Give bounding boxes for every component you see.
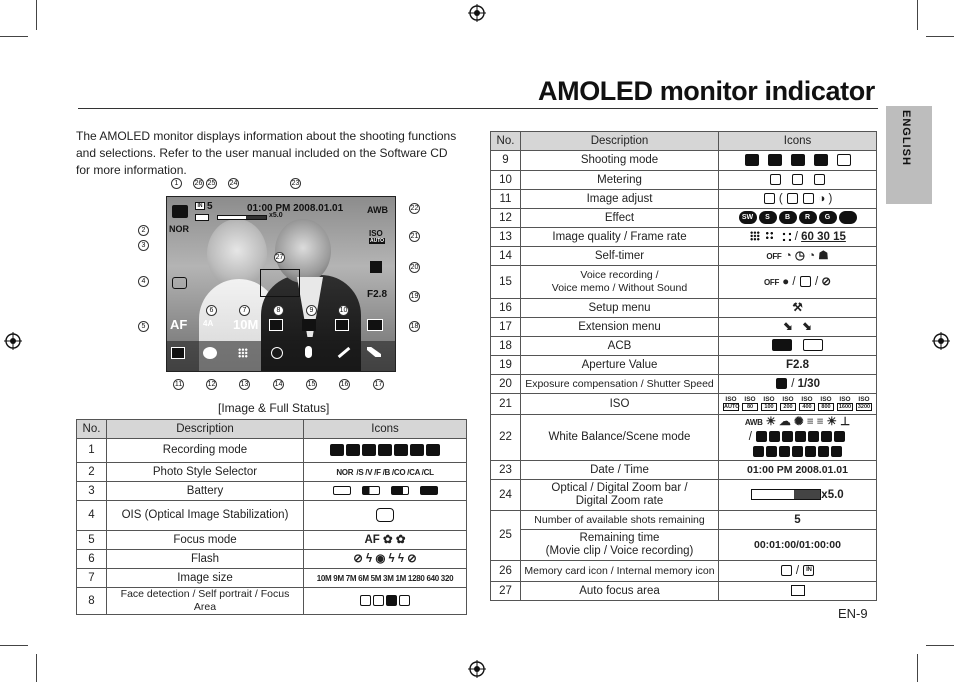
iso-auto-icon: ISO AUTO [724,395,740,410]
row-no: 18 [491,337,521,356]
row-description: White Balance/Scene mode [521,415,719,461]
callout-7: 7 [239,305,250,316]
spot-metering-icon [792,174,803,185]
row-description-line1: Optical / Digital Zoom bar / [551,482,688,494]
row-description: Setup menu [521,299,719,318]
callout-6: 6 [206,305,217,316]
metering-icon [335,319,349,331]
row-description: ISO [521,394,719,415]
row-no: 23 [491,461,521,480]
callout-23: 23 [291,180,300,187]
self-timer-icons [719,247,877,266]
figure-caption: [Image & Full Status] [218,401,330,415]
aperture-value: F2.8 [367,289,388,300]
row-description-line1: Voice recording / [580,269,659,281]
continuous-icon [768,154,782,166]
auto-mode-icon [330,444,344,456]
extension-menu-icon: ⬊ ⬊ [783,320,812,333]
table-row [491,415,877,461]
scene-icon [782,431,793,442]
header-icons: Icons [719,132,877,151]
scene-icon [795,431,806,442]
normal-style-label: NOR [336,467,354,477]
crop-mark [36,0,37,30]
language-tab-label: ENGLISH [900,110,912,166]
callout-10: 10 [339,307,348,314]
voice-icon [305,346,312,358]
iso-3200-icon: ISO 3200 [857,395,871,410]
row-no: 27 [491,582,521,601]
macro-icon: ✿ ✿ [383,533,406,546]
table-row [491,582,877,601]
header-no: No. [491,132,521,151]
af-label: AF [364,533,380,546]
effect-r-icon: R [799,211,817,224]
af-area-icons [719,582,877,601]
ois-icon [376,508,394,522]
acb-icon [367,319,383,331]
scene-icon [821,431,832,442]
table-row [77,501,467,531]
row-description: Battery [107,482,304,501]
battery-high-icon [391,486,409,495]
scene-icon [766,446,777,457]
face-detection-icons [304,588,467,615]
timer-off-label: OFF [766,251,782,261]
callout-13: 13 [240,381,249,388]
setup-menu-icons [719,299,877,318]
acb-icons [719,337,877,356]
table-row [491,209,877,228]
aperture-icons: F2.8 [719,356,877,375]
row-no: 26 [491,561,521,582]
table-row [77,550,467,569]
row-no: 22 [491,415,521,461]
shooting-mode-icon [302,319,316,331]
zoom-rate: x5.0 [821,488,844,501]
header-description: Description [521,132,719,151]
callout-2: 2 [138,225,149,236]
row-description [521,480,719,511]
awb-label: AWB [744,418,763,427]
callout-27: 27 [275,254,284,261]
registration-mark-icon [4,332,22,350]
image-size: 10M [233,317,259,332]
single-shot-icon [745,154,759,166]
row-description: Number of available shots remaining [521,511,719,530]
scene-icon [769,431,780,442]
crop-mark [926,645,954,646]
row-description: Flash [107,550,304,569]
zoom-bar [217,215,267,220]
voice-icons: OFF ● / / ⊘ [719,266,877,299]
shooting-mode-icons [719,151,877,171]
registration-mark-icon [932,332,950,350]
row-no: 1 [77,439,107,463]
acb-off-icon [803,339,823,351]
iso-value: AUTO [370,238,385,244]
table-row [491,480,877,511]
table-row [491,461,877,480]
callout-21: 21 [410,233,419,240]
callout-22: 22 [410,205,419,212]
iso-icons [719,394,877,415]
center-af-icon [386,595,397,606]
table-row [77,439,467,463]
face-detection-icon [269,319,283,331]
title-rule [78,108,878,109]
af-area-icon [791,585,805,596]
extension-menu-icons [719,318,877,337]
row-no: 16 [491,299,521,318]
contrast-icon [787,193,798,204]
row-description [521,266,719,299]
iso-800-icon: ISO 800 [818,397,834,411]
image-size-values: 10M 9M 7M 6M 5M 3M 1M 1280 640 320 [316,573,454,583]
remaining-time: 00:01:00/01:00:00 [719,530,877,561]
row-no: 19 [491,356,521,375]
effect-s-icon: S [759,211,777,224]
high-speed-icon [791,154,805,166]
focus-mode: AF [170,317,188,332]
row-no: 25 [491,511,521,561]
flash-mode: 4A [203,319,214,328]
row-description: ACB [521,337,719,356]
page-number: EN-9 [838,606,868,621]
scene-mode-icon [410,444,424,456]
superfine-icon [750,231,760,241]
row-no: 24 [491,480,521,511]
page-title: AMOLED monitor indicator [538,76,875,106]
effect-icons [719,209,877,228]
table-row [77,482,467,501]
header-description: Description [107,420,304,439]
datetime-icons: 01:00 PM 2008.01.01 [719,461,877,480]
table-row [77,463,467,482]
left-indicator-table [76,419,467,615]
iso-400-icon: ISO 400 [799,397,815,411]
callout-9: 9 [306,305,317,316]
row-no: 5 [77,531,107,550]
header-icons: Icons [304,420,467,439]
callout-17: 17 [374,381,383,388]
flash-mode-icons: ⊘ ϟ ◉ ϟ ϟ ⊘ [353,552,417,565]
scene-icon [818,446,829,457]
row-no: 20 [491,375,521,394]
row-description: Photo Style Selector [107,463,304,482]
scene-icon [834,431,845,442]
scene-icon [808,431,819,442]
row-description: Aperture Value [521,356,719,375]
iso-100-icon: ISO 100 [761,397,777,411]
normal-icon [781,231,791,241]
zoom-icons [719,480,877,511]
ois-icon [172,277,187,289]
registration-mark-icon [468,660,486,678]
callout-18: 18 [410,323,419,330]
row-no: 17 [491,318,521,337]
table-row [491,561,877,582]
wb-preset-icons: ☀ ☁ ✺ ≡ ≡ ☀ ⊥ [765,416,851,428]
exposure-icon [370,261,382,273]
iso-1600-icon: ISO 1600 [838,395,852,410]
photo-style-icons [304,463,467,482]
style-icons: /S /V /F /B /CO /CA /CL [356,467,434,477]
self-portrait-icon [373,595,384,606]
callout-12: 12 [207,381,216,388]
center-weighted-icon [814,174,825,185]
effect-g-icon: G [819,211,837,224]
row-no: 14 [491,247,521,266]
crop-mark [36,654,37,682]
table-row [491,228,877,247]
row-description: Memory card icon / Internal memory icon [521,561,719,582]
scene-icon [831,446,842,457]
table-row [491,356,877,375]
shots-remaining: 5 [207,201,213,212]
row-description: Image adjust [521,190,719,209]
row-description: Date / Time [521,461,719,480]
metering-icons [719,171,877,190]
manual-mode-icon [362,444,376,456]
flash-icons [304,550,467,569]
row-description: Focus mode [107,531,304,550]
callout-14: 14 [274,381,283,388]
row-no: 11 [491,190,521,209]
row-description: OIS (Optical Image Stabilization) [107,501,304,531]
multi-metering-icon [770,174,781,185]
row-description: Metering [521,171,719,190]
callout-11: 11 [174,381,183,388]
table-row [491,375,877,394]
scene-icon [792,446,803,457]
battery-low-icon [333,486,351,495]
row-no: 9 [491,151,521,171]
row-description-line1: Remaining time [579,532,660,544]
dual-is-icon [378,444,392,456]
scene-icon [779,446,790,457]
table-row [491,337,877,356]
timer-icons: ◔ ◷ ◔ ☗ [784,249,829,262]
auto-focus-frame [260,269,300,297]
row-description: Extension menu [521,318,719,337]
camera-mode-icon [172,205,188,218]
callout-15: 15 [307,381,316,388]
white-balance-icons: AWB ☀ ☁ ✺ ≡ ≡ ☀ ⊥ / [719,415,877,461]
table-row [491,299,877,318]
voice-off-label: OFF [763,277,780,287]
memory-icon: IN [195,202,205,210]
multi-af-icon [399,595,410,606]
saturation-icon: ◑ [818,192,826,205]
row-no: 21 [491,394,521,415]
table-header [77,420,467,439]
battery-icons [304,482,467,501]
datetime: 01:00 PM 2008.01.01 [247,203,344,214]
callout-19: 19 [410,293,419,300]
without-sound-icon: ⊘ [821,275,832,288]
exposure-icons: / 1/30 [719,375,877,394]
effect-sw-icon: SW [739,211,757,224]
row-description: Self-timer [521,247,719,266]
callout-5: 5 [138,321,149,332]
table-row [77,569,467,588]
row-description: Effect [521,209,719,228]
row-description-line2: Digital Zoom rate [575,495,664,507]
exposure-icon [776,378,787,389]
shutter-speed: 1/30 [797,377,820,390]
voice-memo-icon [800,276,811,287]
self-timer-icon [271,347,283,359]
table-row [491,394,877,415]
row-no: 6 [77,550,107,569]
registration-mark-icon [468,4,486,22]
effect-custom-icon [839,211,857,224]
table-row [77,588,467,615]
iso-200-icon: ISO 200 [780,397,796,411]
battery-mid-icon [362,486,380,495]
crop-mark [0,36,28,37]
iso-label: ISO [369,229,383,238]
memory-icons: / IN [719,561,877,582]
table-row [491,318,877,337]
internal-memory-icon: IN [803,565,814,576]
row-description: Image quality / Frame rate [521,228,719,247]
callout-4: 4 [138,276,149,287]
table-row [77,531,467,550]
crop-mark [917,654,918,682]
photo-style: NOR [169,224,189,234]
row-description: Face detection / Self portrait / Focus Area [107,588,304,615]
memory-card-icon [781,565,792,576]
night-mode-icon [394,444,408,456]
row-no: 12 [491,209,521,228]
table-row [491,511,877,530]
crop-mark [0,645,28,646]
crop-mark [926,36,954,37]
image-adjust-icons: ( ◑ ) [719,190,877,209]
wrench-icon: ⚒ [792,301,803,314]
callout-24: 24 [229,180,238,187]
row-description: Auto focus area [521,582,719,601]
table-row [491,247,877,266]
aeb-icon [837,154,851,166]
effect-icon [203,347,217,359]
fine-icon [765,231,775,241]
row-no: 2 [77,463,107,482]
table-row [491,171,877,190]
table-row [491,266,877,299]
scene-icon [805,446,816,457]
motion-capture-icon [814,154,828,166]
row-no: 4 [77,501,107,531]
header-no: No. [77,420,107,439]
scene-icon [756,431,767,442]
row-no: 3 [77,482,107,501]
battery-icon [195,214,209,221]
row-description: Exposure compensation / Shutter Speed [521,375,719,394]
face-detect-icon [360,595,371,606]
row-no: 13 [491,228,521,247]
callout-1: 1 [171,178,182,189]
zoom-rate: x5.0 [269,212,283,219]
recording-mode-icons [304,439,467,463]
callout-8: 8 [273,305,284,316]
image-size-icons [304,569,467,588]
quality-icon [238,348,248,358]
row-description-line2: Voice memo / Without Sound [551,282,688,294]
callout-26: 26 [194,180,203,187]
row-description [521,530,719,561]
row-description: Recording mode [107,439,304,463]
acb-on-icon [772,339,792,351]
table-header [491,132,877,151]
callout-3: 3 [138,240,149,251]
right-indicator-table [490,131,877,601]
ois-icons [304,501,467,531]
crop-mark [917,0,918,30]
row-description: Shooting mode [521,151,719,171]
row-no: 7 [77,569,107,588]
table-row [491,151,877,171]
table-row [491,530,877,561]
focus-mode-icons [304,531,467,550]
monitor-screen [166,196,396,372]
quality-icons: / 60 30 15 [719,228,877,247]
sharpness-icon [803,193,814,204]
frame-rate-values: 60 30 15 [801,230,846,243]
iso-80-icon: ISO 80 [742,397,758,411]
microphone-icon: ● [782,275,790,288]
row-no: 15 [491,266,521,299]
battery-full-icon [420,486,438,495]
white-balance: AWB [367,205,388,215]
language-tab [886,106,932,204]
scene-icon [753,446,764,457]
effect-b-icon: B [779,211,797,224]
callout-20: 20 [410,264,419,271]
image-adjust-icon [764,193,775,204]
row-no: 8 [77,588,107,615]
program-mode-icon [346,444,360,456]
callout-25: 25 [207,180,216,187]
shots-remaining: 5 [719,511,877,530]
image-adjust-icon [171,347,185,359]
row-description-line2: (Movie clip / Voice recording) [545,545,694,557]
zoom-bar-icon [751,489,821,500]
row-description: Image size [107,569,304,588]
intro-text: The AMOLED monitor displays information about the shooting functions and selections. Refer to the user manual included on the Software CD for more information. [76,129,457,177]
movie-mode-icon [426,444,440,456]
table-row [491,190,877,209]
row-no: 10 [491,171,521,190]
callout-16: 16 [340,381,349,388]
